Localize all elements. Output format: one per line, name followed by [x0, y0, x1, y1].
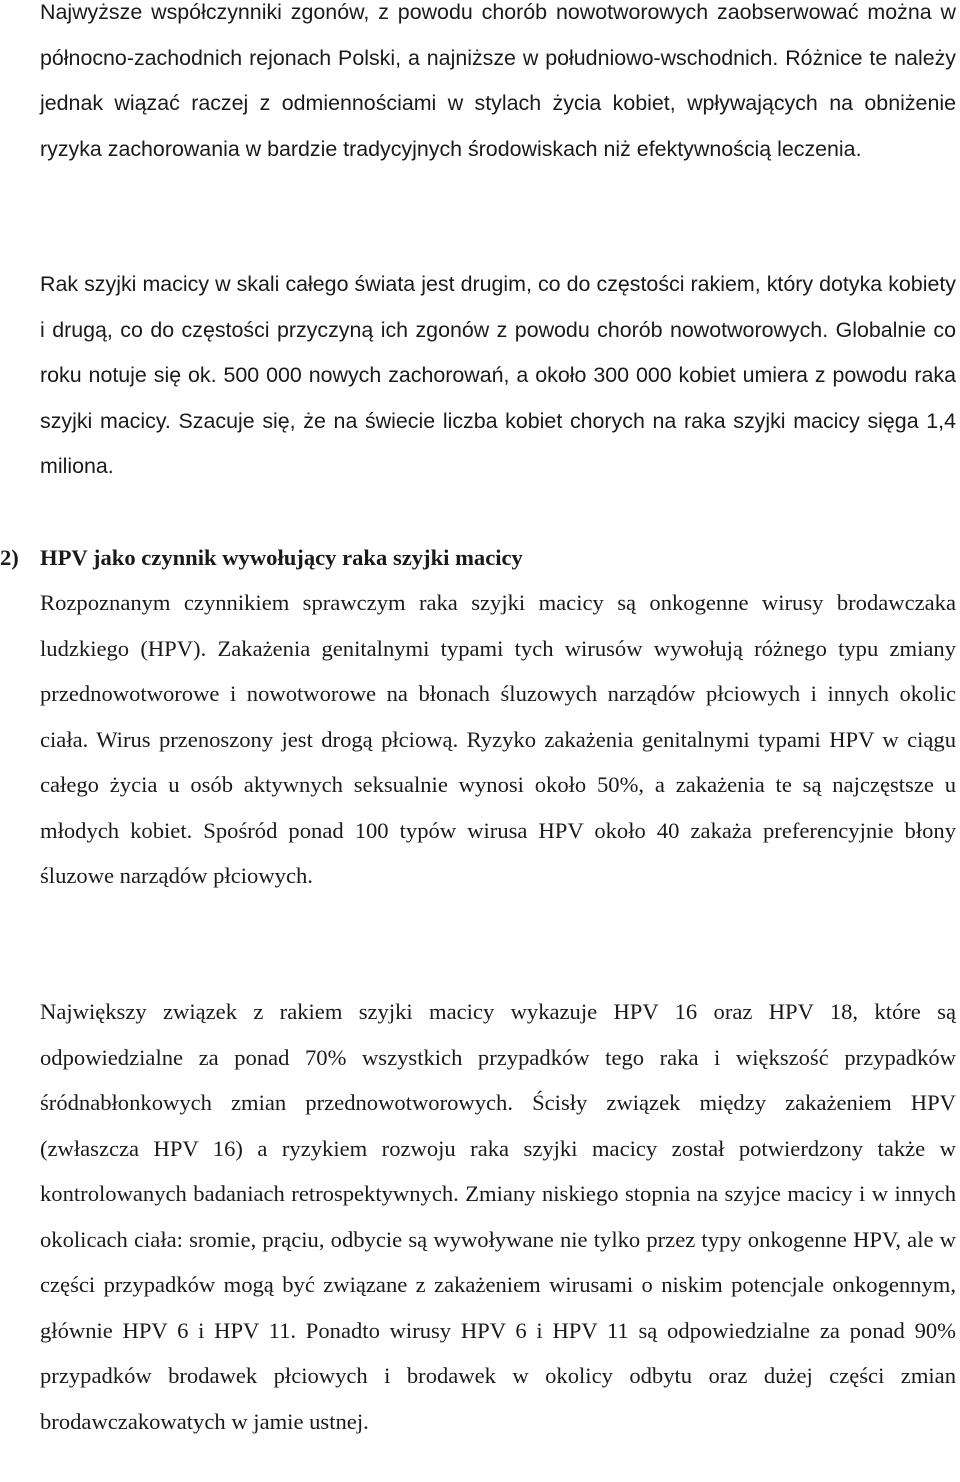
paragraph-cervical-cancer-statistics: Rak szyjki macicy w skali całego świata jest drugim, co do częstości rakiem, który dotyka kobiety i drugą, co do częstości przyczyną ich zgonów z powodu chorób nowotworowych. Globalnie co roku notuje się ok. 500 000 nowych zachorowań, a około 300 000 kobiet umiera z powodu raka szyjki macicy. Szacuje się, że na świecie liczba kobiet chorych na raka szyjki macicy sięga 1,4 miliona.: [40, 272, 956, 478]
paragraph-hpv-cause: Rozpoznanym czynnikiem sprawczym raka szyjki macicy są onkogenne wirusy brodawczaka ludzkiego (HPV). Zakażenia genitalnymi typami tych wirusów wywołują różnego typu zmiany przednowotworowe i nowotworowe na błonach śluzowych narządów płciowych i innych okolic ciała. Wirus przenoszony jest drogą płciową. Ryzyko zakażenia genitalnymi typami HPV w ciągu całego życia u osób aktywnych seksualnie wynosi około 50%, a zakażenia te są najczęstsze u młodych kobiet. Spośród ponad 100 typów wirusa HPV około 40 zakaża preferencyjnie błony śluzowe narządów płciowych.: [40, 590, 956, 888]
section-heading: [0, 535, 920, 581]
paragraph-hpv-types: Największy związek z rakiem szyjki macicy wykazuje HPV 16 oraz HPV 18, które są odpowiedzialne za ponad 70% wszystkich przypadków tego raka i większość przypadków śródnabłonkowych zmian przednowotworowych. Ścisły związek między zakażeniem HPV (zwłaszcza HPV 16) a ryzykiem rozwoju raka szyjki macicy został potwierdzony także w kontrolowanych badaniach retrospektywnych. Zmiany niskiego stopnia na szyjce macicy i w innych okolicach ciała: sromie, prąciu, odbycie są wywoływane nie tylko przez typy onkogenne HPV, ale w części przypadków mogą być związane z zakażeniem wirusami o niskim potencjale onkogennym, głównie HPV 6 i HPV 11. Ponadto wirusy HPV 6 i HPV 11 są odpowiedzialne za ponad 90% przypadków brodawek płciowych i brodawek w okolicy odbytu oraz dużej części zmian brodawczakowatych w jamie ustnej.: [40, 999, 956, 1434]
section-number: 2): [0, 545, 19, 570]
section-title: HPV jako czynnik wywołujący raka szyjki macicy: [40, 545, 523, 570]
paragraph-mortality-regions: Najwyższe współczynniki zgonów, z powodu chorób nowotworowych zaobserwować można w północno-zachodnich rejonach Polski, a najniższe w południowo-wschodnich. Różnice te należy jednak wiązać raczej z odmiennościami w stylach życia kobiet, wpływających na obniżenie ryzyka zachorowania w bardzie tradycyjnych środowiskach niż efektywnością leczenia.: [40, 0, 956, 161]
